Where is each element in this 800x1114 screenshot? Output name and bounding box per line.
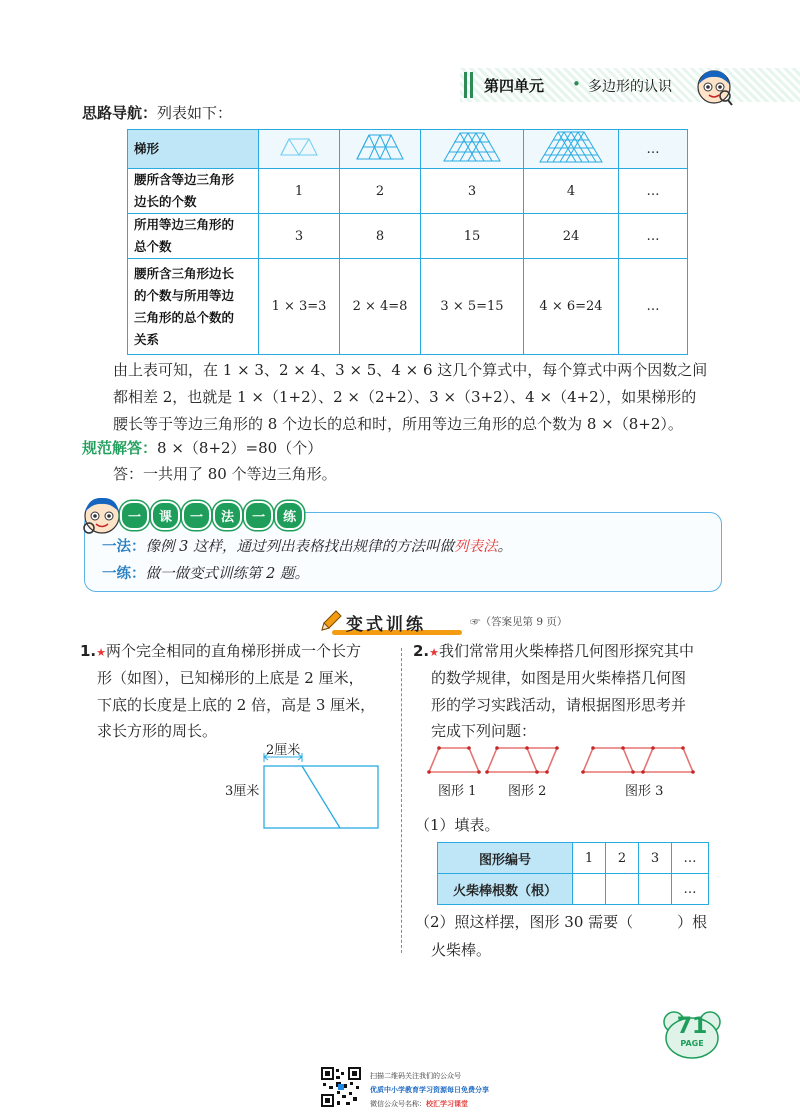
guide-text: 列表如下： <box>157 104 233 122</box>
page-label: PAGE <box>680 1039 704 1048</box>
footer-line-3: 微信公众号名称：校汇学习课堂 <box>370 1100 468 1108</box>
table-cell: 3 <box>639 843 672 874</box>
trapezoid-figure-4 <box>524 130 619 169</box>
table-cell: 1 <box>573 843 606 874</box>
q1-line-4: 求长方形的周长。 <box>97 722 218 740</box>
banner-char: 一 <box>182 501 211 530</box>
answer-label: 规范解答： <box>82 439 158 457</box>
table-row <box>438 843 709 874</box>
matchstick-figures <box>425 740 725 780</box>
q1-line-3: 下底的长度是上底的 2 倍，高是 3 厘米， <box>97 696 376 714</box>
row-label-edge-count: 腰所含等边三角形 边长的个数 <box>128 169 259 214</box>
q2-line-4: 完成下列问题： <box>431 722 537 740</box>
table-cell: 8 <box>340 214 421 259</box>
table-cell: 15 <box>421 214 524 259</box>
table-cell: … <box>619 169 688 214</box>
variant-title: 变式训练 <box>346 615 426 635</box>
mascot-icon <box>80 494 124 538</box>
page-number: 71 <box>676 1014 708 1039</box>
q2-line-2: 的数学规律，如图是用火柴棒搭几何图 <box>431 669 687 687</box>
table-cell: 2 × 4=8 <box>340 259 421 355</box>
banner-char: 法 <box>213 501 242 530</box>
banner-char: 一 <box>120 501 149 530</box>
pattern-table <box>127 129 688 355</box>
table-cell: 1 × 3=3 <box>259 259 340 355</box>
banner-char: 一 <box>244 501 273 530</box>
analysis-line-1: 由上表可知，在 1 × 3、2 × 4、3 × 5、4 × 6 这几个算式中，每个算式中两个因数之间 <box>113 361 708 379</box>
answer-final: 答：一共用了 80 个等边三角形。 <box>113 465 337 483</box>
q1-line-2: 形（如图），已知梯形的上底是 2 厘米， <box>97 669 364 687</box>
trapezoid-figure-3 <box>421 130 524 169</box>
table-row <box>438 874 709 905</box>
table-cell: … <box>672 874 709 905</box>
trapezoid-figure-1 <box>259 130 340 169</box>
banner-char: 练 <box>275 501 304 530</box>
pencil-icon <box>318 608 344 634</box>
trapezoid-figure-2 <box>340 130 421 169</box>
table-cell: … <box>672 843 709 874</box>
table-cell: 2 <box>340 169 421 214</box>
star-icon: ★ <box>96 646 107 659</box>
table-header: 图形编号 <box>438 843 573 874</box>
mascot-icon <box>695 68 733 106</box>
variant-answer-note: ☞（答案见第 9 页） <box>470 616 568 628</box>
table-ellipsis: … <box>619 130 688 169</box>
q2-part1: （1）填表。 <box>415 816 500 834</box>
table-cell: 3 <box>259 214 340 259</box>
q1-line-1: 1.★两个完全相同的直角梯形拼成一个长方 <box>80 642 362 660</box>
fig-label-1: 图形 1 <box>438 784 477 799</box>
qr-code-icon <box>320 1066 362 1108</box>
guide-line <box>82 103 232 123</box>
unit-subtitle: 多边形的认识 <box>588 79 672 95</box>
row-label-total: 所用等边三角形的 总个数 <box>128 214 259 259</box>
table-cell: 4 <box>524 169 619 214</box>
q2-fill-table <box>437 842 709 905</box>
table-row-edge-count <box>128 169 688 214</box>
method-fa-end: 。 <box>497 539 512 555</box>
q2-line-3: 形的学习实践活动，请根据图形思考并 <box>431 696 687 714</box>
table-row-trapezoid <box>128 130 688 169</box>
method-lian-text: 做一做变式训练第 2 题。 <box>145 566 309 582</box>
table-cell: 4 × 6=24 <box>524 259 619 355</box>
fig-label-2: 图形 2 <box>508 784 547 799</box>
table-cell: 2 <box>606 843 639 874</box>
unit-separator: • <box>572 75 581 93</box>
answer-blank[interactable] <box>639 874 672 905</box>
header-accent-bars <box>464 72 476 98</box>
q2-line-1: 2.★我们常常用火柴棒搭几何图形探究其中 <box>413 642 695 660</box>
table-cell: 24 <box>524 214 619 259</box>
q2-part2-end: 火柴棒。 <box>431 941 492 959</box>
method-fa-label: 一法： <box>102 539 146 555</box>
q2-number: 2. <box>413 642 430 660</box>
star-icon: ★ <box>429 646 440 659</box>
method-banner <box>120 502 306 528</box>
method-highlight: 列表法 <box>453 539 498 555</box>
table-row-total <box>128 214 688 259</box>
analysis-line-3: 腰长等于等边三角形的 8 个边长的总和时，所用等边三角形的总个数为 8 ×（8+2）。 <box>113 415 683 433</box>
q1-number: 1. <box>80 642 97 660</box>
answer-formula: 8 ×（8+2）=80（个） <box>157 439 323 457</box>
method-lian-label: 一练： <box>102 566 146 582</box>
fig-label-3: 图形 3 <box>625 784 664 799</box>
unit-title: 第四单元 <box>484 77 545 95</box>
answer-blank[interactable] <box>573 874 606 905</box>
q2-part2: （2）照这样摆，图形 30 需要（ ）根 <box>415 913 708 931</box>
footer-line-1: 扫描二维码关注我们的公众号 <box>370 1072 461 1080</box>
answer-blank[interactable] <box>606 874 639 905</box>
footer-line-2: 优质中小学教育学习资源每日免费分享 <box>370 1086 489 1094</box>
method-fa-text: 像例 3 这样，通过列出表格找出规律的方法叫做 <box>145 539 454 555</box>
table-cell: 3 <box>421 169 524 214</box>
banner-char: 课 <box>151 501 180 530</box>
method-fa <box>102 537 512 557</box>
analysis-line-2: 都相差 2，也就是 1 ×（1+2）、2 ×（2+2）、3 ×（3+2）、4 ×（4+2），如果梯形的 <box>113 388 697 406</box>
table-cell: … <box>619 259 688 355</box>
table-header: 火柴棒根数（根） <box>438 874 573 905</box>
q1-dim-top: 2厘米 <box>266 743 301 758</box>
row-label-trapezoid: 梯形 <box>128 130 259 169</box>
answer-line <box>82 438 322 458</box>
column-divider <box>401 648 402 953</box>
table-cell: … <box>619 214 688 259</box>
q1-dim-left: 3厘米 <box>225 784 260 799</box>
table-row-relation <box>128 259 688 355</box>
method-lian <box>102 564 309 584</box>
row-label-relation: 腰所含三角形边长 的个数与所用等边 三角形的总个数的 关系 <box>128 259 259 355</box>
table-cell: 3 × 5=15 <box>421 259 524 355</box>
table-cell: 1 <box>259 169 340 214</box>
guide-label: 思路导航： <box>82 104 158 122</box>
